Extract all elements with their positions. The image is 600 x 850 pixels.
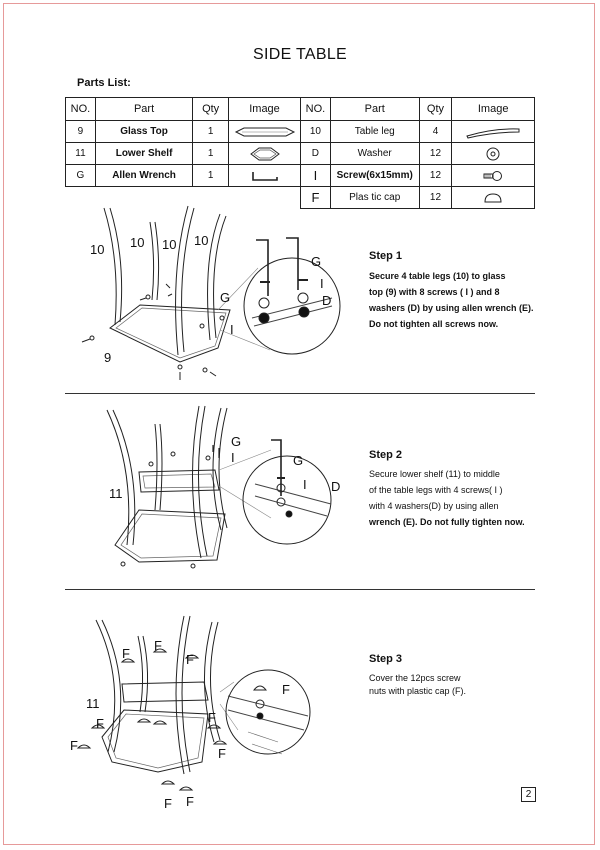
table-header-row <box>301 98 535 121</box>
label-screw-i-b: I <box>303 477 307 492</box>
part-qty: 12 <box>419 165 452 187</box>
table-row <box>301 143 535 165</box>
section-divider <box>65 589 535 590</box>
table-row <box>66 143 301 165</box>
table-row <box>301 165 535 187</box>
step3-diagram <box>68 612 358 812</box>
label-washer-d: D <box>322 293 332 308</box>
label-screw-i-b: I <box>320 276 324 291</box>
part-qty: 4 <box>419 121 452 143</box>
part-name: Allen Wrench <box>95 165 192 187</box>
step2-line-4: wrench (E). Do not fully tighten now. <box>369 517 525 527</box>
part-no: D <box>301 143 331 165</box>
label-leg-10-b: 10 <box>130 235 145 250</box>
label-cap-f-3: F <box>186 652 194 667</box>
label-washer-d: D <box>331 479 341 494</box>
step1-line-4: Do not tighten all screws now. <box>369 319 499 329</box>
part-name: Table leg <box>330 121 419 143</box>
screw-icon <box>452 165 535 187</box>
lower-shelf-icon <box>229 143 301 165</box>
header-no: NO. <box>66 98 96 121</box>
header-no: NO. <box>301 98 331 121</box>
step1-title: Step 1 <box>369 250 403 262</box>
step1-diagram <box>70 200 360 390</box>
part-qty: 12 <box>419 143 452 165</box>
label-wrench-g-a: G <box>231 434 242 449</box>
parts-table-right <box>300 97 535 209</box>
plastic-cap-icon <box>452 187 535 209</box>
table-row <box>66 121 301 143</box>
part-no: G <box>66 165 96 187</box>
step2-line-1: Secure lower shelf (11) to middle <box>369 469 500 479</box>
step2-title: Step 2 <box>369 449 403 461</box>
parts-list-label: Parts List: <box>77 77 131 89</box>
part-name: Washer <box>330 143 419 165</box>
label-cap-f-6: F <box>208 710 216 725</box>
step1-instructions <box>369 268 544 332</box>
step2-line-2: of the table legs with 4 screws( I ) <box>369 485 503 495</box>
label-lower-shelf-11: 11 <box>86 696 100 711</box>
part-qty: 1 <box>193 121 229 143</box>
step3-line-1: Cover the 12pcs screw <box>369 673 461 683</box>
label-leg-10-d: 10 <box>194 233 209 248</box>
label-cap-f-4: F <box>96 716 104 731</box>
label-cap-f-zoom: F <box>282 682 290 697</box>
section-divider <box>65 393 535 394</box>
part-qty: 1 <box>193 165 229 187</box>
label-glass-top-9: 9 <box>104 350 112 365</box>
step1-line-1: Secure 4 table legs (10) to glass <box>369 271 506 281</box>
part-name: Lower Shelf <box>95 143 192 165</box>
part-qty: 1 <box>193 143 229 165</box>
page-title: SIDE TABLE <box>253 46 347 63</box>
washer-icon <box>452 143 535 165</box>
table-row <box>66 165 301 187</box>
part-name: Screw(6x15mm) <box>330 165 419 187</box>
label-leg-10-a: 10 <box>90 242 105 257</box>
step2-instructions <box>369 466 544 530</box>
label-leg-10-c: 10 <box>162 237 177 252</box>
parts-table-left <box>65 97 301 187</box>
page-number: 2 <box>521 787 536 802</box>
label-screw-i-a: I <box>231 450 235 465</box>
part-name: Plas tic cap <box>330 187 419 209</box>
part-name: Glass Top <box>95 121 192 143</box>
step1-line-3: washers (D) by using allen wrench (E). <box>369 303 534 313</box>
label-wrench-g-b: G <box>293 453 304 468</box>
table-leg-icon <box>452 121 535 143</box>
label-cap-f-1: F <box>122 646 130 661</box>
step2-line-3: with 4 washers(D) by using allen <box>369 501 499 511</box>
part-no: 9 <box>66 121 96 143</box>
header-qty: Qty <box>419 98 452 121</box>
label-lower-shelf-11: 11 <box>109 486 123 501</box>
header-part: Part <box>330 98 419 121</box>
label-cap-f-9: F <box>186 794 194 809</box>
step2-diagram <box>95 400 355 580</box>
header-part: Part <box>95 98 192 121</box>
label-cap-f-2: F <box>154 638 162 653</box>
label-cap-f-7: F <box>218 746 226 761</box>
part-no: 10 <box>301 121 331 143</box>
part-no: I <box>301 165 331 187</box>
step3-line-2: nuts with plastic cap (F). <box>369 686 467 696</box>
header-qty: Qty <box>193 98 229 121</box>
label-cap-f-8: F <box>164 796 172 811</box>
label-wrench-g-a: G <box>220 290 231 305</box>
glass-top-icon <box>229 121 301 143</box>
header-image: Image <box>452 98 535 121</box>
part-no: F <box>301 187 331 209</box>
part-qty: 12 <box>419 187 452 209</box>
label-cap-f-5: F <box>70 738 78 753</box>
step1-line-2: top (9) with 8 screws ( I ) and 8 <box>369 287 500 297</box>
part-no: 11 <box>66 143 96 165</box>
header-image: Image <box>229 98 301 121</box>
table-row <box>301 121 535 143</box>
label-wrench-g-b: G <box>311 254 322 269</box>
label-screw-i-a: I <box>230 322 234 337</box>
table-header-row <box>66 98 301 121</box>
step3-title: Step 3 <box>369 653 403 665</box>
allen-wrench-icon <box>229 165 301 187</box>
step3-instructions <box>369 672 544 698</box>
